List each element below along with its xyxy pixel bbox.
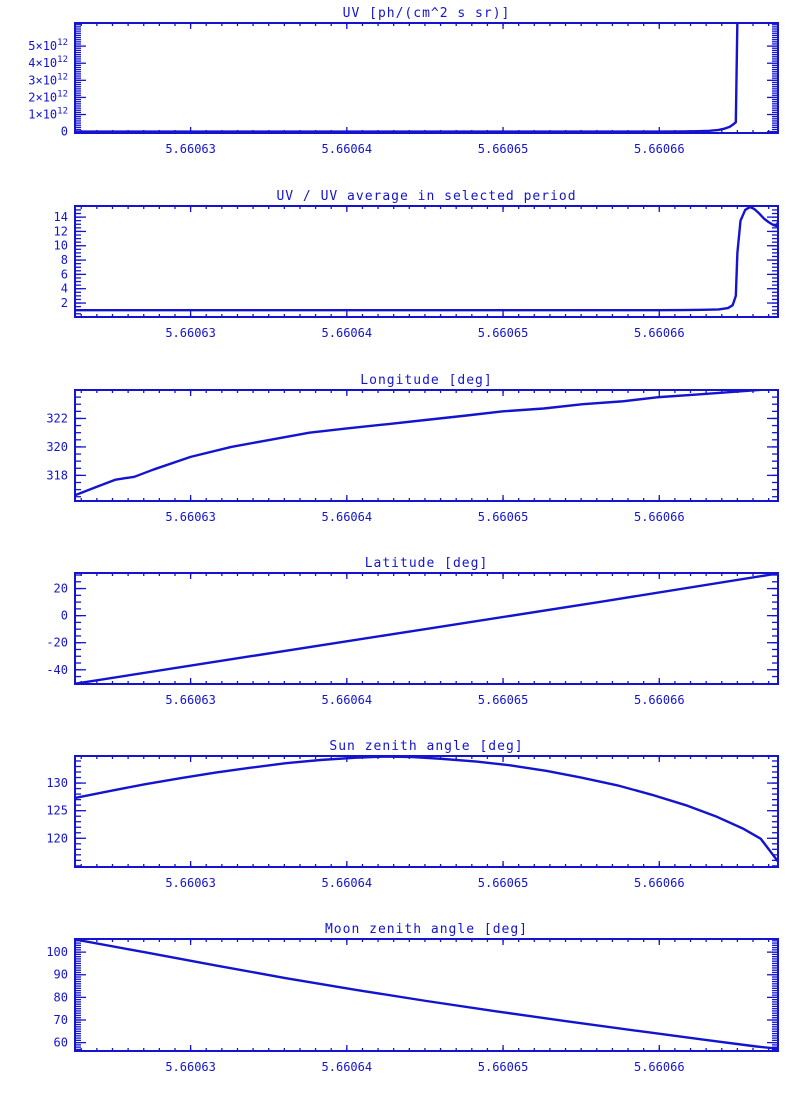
y-tick-label: -20 xyxy=(46,635,68,650)
plot-uv xyxy=(28,6,778,156)
series-line-sun-zenith xyxy=(75,757,778,862)
x-tick-label: 5.66064 xyxy=(321,1060,373,1074)
x-tick-label: 5.66065 xyxy=(477,326,529,340)
y-tick-label: 12 xyxy=(53,224,68,239)
x-axis-labels xyxy=(165,693,684,707)
y-tick-label: 10 xyxy=(53,238,68,253)
x-tick-label: 5.66065 xyxy=(477,876,529,890)
series-line-longitude xyxy=(75,389,778,496)
x-tick-label: 5.66066 xyxy=(633,693,685,707)
x-axis-labels xyxy=(165,876,684,890)
x-tick-label: 5.66063 xyxy=(165,510,216,524)
axis-ticks xyxy=(75,206,778,317)
axis-ticks xyxy=(75,756,778,867)
y-axis-labels xyxy=(46,411,68,482)
y-tick-label: 70 xyxy=(53,1013,68,1028)
x-tick-label: 5.66065 xyxy=(477,142,529,156)
axis-ticks xyxy=(75,939,778,1051)
y-tick-label: $5\times 10^{12}$ xyxy=(28,38,68,54)
y-tick-label: 60 xyxy=(53,1035,68,1050)
y-tick-label: 0 xyxy=(60,124,68,139)
x-tick-label: 5.66066 xyxy=(633,510,685,524)
y-axis-labels xyxy=(54,210,68,310)
plot-frame xyxy=(75,390,778,501)
x-tick-label: 5.66063 xyxy=(165,1060,216,1074)
y-tick-label: -40 xyxy=(46,662,68,677)
x-tick-label: 5.66066 xyxy=(633,142,685,156)
plot-frame xyxy=(75,939,778,1051)
x-tick-label: 5.66064 xyxy=(321,326,373,340)
x-tick-label: 5.66066 xyxy=(633,326,685,340)
series-line-latitude xyxy=(75,573,778,683)
y-tick-label: 0 xyxy=(60,608,68,623)
y-axis-labels xyxy=(46,945,68,1050)
plot-frame xyxy=(75,756,778,867)
axis-ticks xyxy=(75,390,778,501)
plot-frame xyxy=(75,206,778,317)
y-axis-labels xyxy=(46,776,68,845)
y-tick-label: 100 xyxy=(46,945,68,960)
y-axis-labels xyxy=(28,38,68,139)
y-tick-label: 14 xyxy=(53,210,68,225)
plot-title: UV / UV average in selected period xyxy=(276,189,577,204)
axis-ticks xyxy=(75,23,778,133)
x-tick-label: 5.66064 xyxy=(321,510,373,524)
y-tick-label: 4 xyxy=(60,281,68,296)
plot-title: Moon zenith angle [deg] xyxy=(324,922,529,937)
y-tick-label: 120 xyxy=(46,831,68,846)
x-axis-labels xyxy=(165,142,684,156)
x-tick-label: 5.66063 xyxy=(165,876,216,890)
y-tick-label: 130 xyxy=(46,776,68,791)
y-tick-label: $3\times 10^{12}$ xyxy=(28,72,68,88)
y-tick-label: 322 xyxy=(46,411,68,426)
plot-moon-zenith xyxy=(46,922,778,1074)
plot-frame xyxy=(75,23,778,133)
x-tick-label: 5.66065 xyxy=(477,1060,529,1074)
x-tick-label: 5.66063 xyxy=(165,142,216,156)
x-tick-label: 5.66064 xyxy=(321,876,373,890)
x-tick-label: 5.66066 xyxy=(633,1060,685,1074)
x-tick-label: 5.66063 xyxy=(165,693,216,707)
x-tick-label: 5.66063 xyxy=(165,326,216,340)
series-line-moon-zenith xyxy=(75,939,778,1048)
plot-title: UV [ph/(cm^2 s sr)] xyxy=(342,6,511,21)
y-tick-label: 6 xyxy=(60,267,68,282)
y-axis-labels xyxy=(46,582,68,677)
y-tick-label: 8 xyxy=(60,253,68,268)
y-tick-label: $1\times 10^{12}$ xyxy=(28,106,68,122)
x-axis-labels xyxy=(165,326,684,340)
y-tick-label: 320 xyxy=(46,439,68,454)
y-tick-label: 125 xyxy=(46,803,68,818)
series-line-uv-ratio xyxy=(75,207,778,310)
x-tick-label: 5.66065 xyxy=(477,693,529,707)
plot-uv-ratio xyxy=(54,189,778,340)
series-line-uv xyxy=(75,20,737,131)
x-tick-label: 5.66064 xyxy=(321,142,373,156)
y-tick-label: 90 xyxy=(53,967,68,982)
y-tick-label: $4\times 10^{12}$ xyxy=(28,55,68,71)
plot-sun-zenith xyxy=(46,739,778,890)
x-tick-label: 5.66066 xyxy=(633,876,685,890)
plot-title: Latitude [deg] xyxy=(364,556,489,571)
y-tick-label: 318 xyxy=(46,468,68,483)
plot-latitude xyxy=(46,556,778,707)
y-tick-label: 20 xyxy=(53,581,68,596)
y-tick-label: 80 xyxy=(53,990,68,1005)
x-tick-label: 5.66065 xyxy=(477,510,529,524)
plot-longitude xyxy=(46,373,778,524)
x-axis-labels xyxy=(165,1060,684,1074)
y-tick-label: 2 xyxy=(60,296,68,311)
y-tick-label: $2\times 10^{12}$ xyxy=(28,89,68,105)
x-axis-labels xyxy=(165,510,684,524)
plot-title: Sun zenith angle [deg] xyxy=(329,739,524,754)
plot-title: Longitude [deg] xyxy=(360,373,493,388)
x-tick-label: 5.66064 xyxy=(321,693,373,707)
